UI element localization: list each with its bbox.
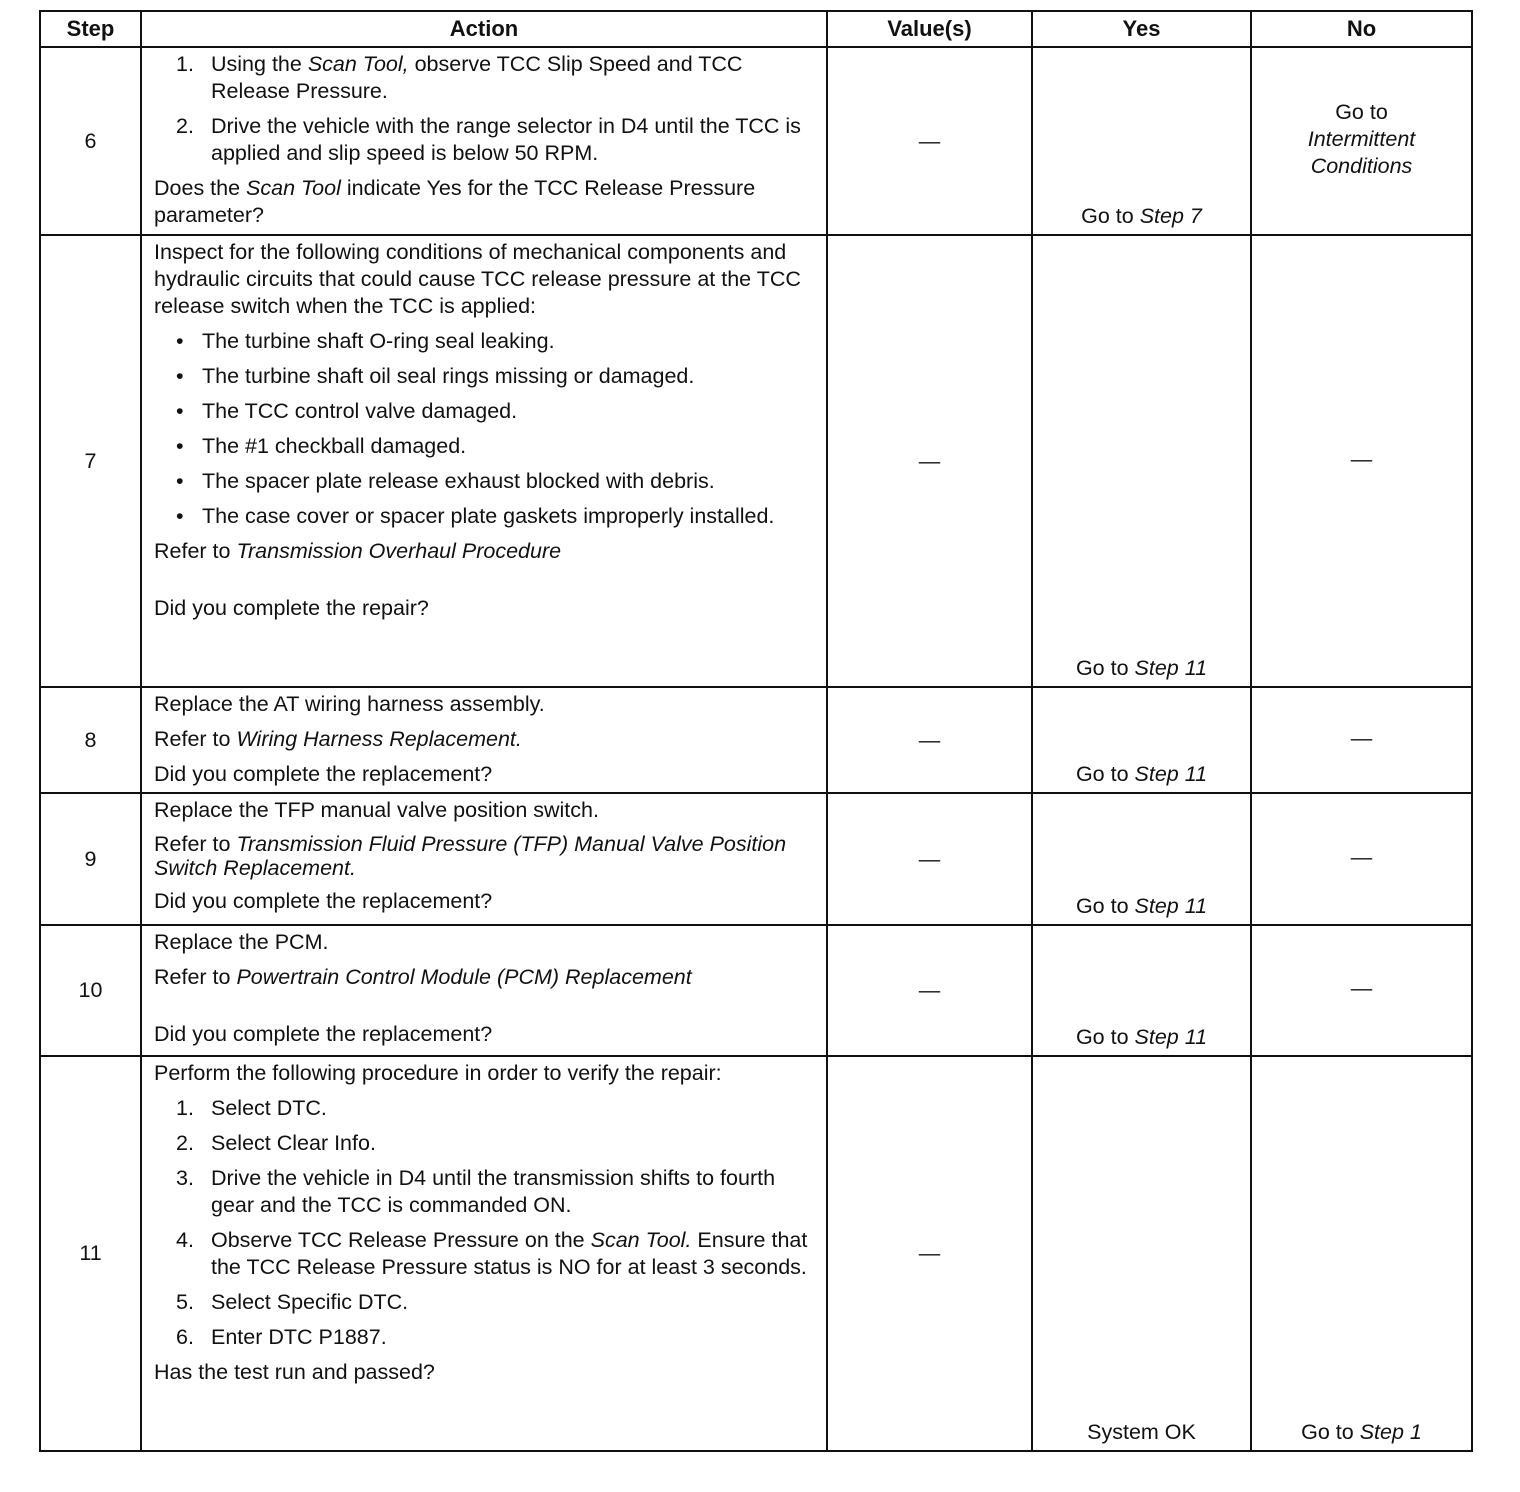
value-cell: — — [827, 687, 1032, 793]
action-cell — [141, 925, 827, 1056]
value-cell: — — [827, 925, 1032, 1056]
bullet-list — [154, 328, 816, 530]
header-row — [40, 11, 1472, 47]
list-item: 2. Select Clear Info. — [176, 1131, 376, 1155]
no-cell: — — [1251, 687, 1472, 793]
no-cell — [1251, 47, 1472, 235]
list-item: 2. Drive the vehicle with the range selector in D4 until the TCC is applied and slip speed is below 50 RPM. — [176, 114, 801, 165]
list-item: 6. Enter DTC P1887. — [176, 1325, 387, 1349]
value-cell: — — [827, 47, 1032, 235]
value-cell: — — [827, 793, 1032, 925]
no-link-text: Intermittent Conditions — [1307, 126, 1416, 178]
reference-text: Refer to Wiring Harness Replacement. — [154, 727, 522, 751]
intro-text: Inspect for the following conditions of mechanical components and hydraulic circuits that could cause TCC release pressure at the TCC release switch when the TCC is applied: — [154, 240, 801, 318]
table-row-step-6 — [40, 47, 1472, 235]
action-cell — [141, 47, 827, 235]
no-cell: Go to Step 1 — [1251, 1056, 1472, 1451]
instruction-text: Replace the AT wiring harness assembly. — [154, 692, 545, 716]
list-item: 1. Select DTC. — [176, 1096, 327, 1120]
step-number: 10 — [40, 925, 141, 1056]
table-row-step-10 — [40, 925, 1472, 1056]
no-cell: — — [1251, 925, 1472, 1056]
step-number: 8 — [40, 687, 141, 793]
list-item: • The TCC control valve damaged. — [176, 399, 518, 423]
intro-text: Perform the following procedure in order to verify the repair: — [154, 1061, 722, 1085]
header-yes: Yes — [1032, 11, 1251, 47]
yes-cell: Go to Step 11 — [1032, 793, 1251, 925]
header-no: No — [1251, 11, 1472, 47]
table-row-step-8 — [40, 687, 1472, 793]
question-text: Has the test run and passed? — [154, 1360, 435, 1384]
yes-cell: Go to Step 11 — [1032, 235, 1251, 687]
no-cell: — — [1251, 235, 1472, 687]
instruction-text: Replace the PCM. — [154, 930, 329, 954]
action-cell — [141, 1056, 827, 1451]
list-item: 4. Observe TCC Release Pressure on the Scan Tool. Ensure that the TCC Release Pressure status is NO for at least 3 seconds. — [176, 1228, 808, 1279]
diagnostic-table — [39, 10, 1473, 1452]
question-text: Did you complete the replacement? — [154, 762, 493, 786]
reference-text: Refer to Transmission Overhaul Procedure — [154, 539, 562, 563]
list-item: • The #1 checkball damaged. — [176, 434, 467, 458]
list-item: • The turbine shaft oil seal rings missing or damaged. — [176, 364, 695, 388]
step-number: 7 — [40, 235, 141, 687]
numbered-list — [154, 51, 816, 167]
question-text: Did you complete the replacement? — [154, 1022, 493, 1046]
step-number: 9 — [40, 793, 141, 925]
list-item: 5. Select Specific DTC. — [176, 1290, 409, 1314]
step-number: 6 — [40, 47, 141, 235]
list-item: • The turbine shaft O-ring seal leaking. — [176, 329, 555, 353]
header-action: Action — [141, 11, 827, 47]
reference-text: Refer to Powertrain Control Module (PCM) Replacement — [154, 965, 692, 989]
no-cell: — — [1251, 793, 1472, 925]
action-cell — [141, 793, 827, 925]
question-text: Does the Scan Tool indicate Yes for the TCC Release Pressure parameter? — [154, 176, 756, 227]
list-item: • The case cover or spacer plate gaskets improperly installed. — [176, 504, 775, 528]
list-item: 1. Using the Scan Tool, observe TCC Slip Speed and TCC Release Pressure. — [176, 52, 743, 103]
yes-cell: Go to Step 11 — [1032, 925, 1251, 1056]
question-text: Did you complete the repair? — [154, 596, 429, 620]
action-cell — [141, 687, 827, 793]
yes-cell: System OK — [1032, 1056, 1251, 1451]
yes-cell: Go to Step 7 — [1032, 47, 1251, 235]
action-cell — [141, 235, 827, 687]
value-cell: — — [827, 1056, 1032, 1451]
list-item: • The spacer plate release exhaust blocked with debris. — [176, 469, 715, 493]
table-row-step-11 — [40, 1056, 1472, 1451]
reference-text: Refer to Transmission Fluid Pressure (TFP) Manual Valve Position Switch Replacement. — [154, 832, 787, 880]
yes-cell: Go to Step 11 — [1032, 687, 1251, 793]
table-row-step-9 — [40, 793, 1472, 925]
value-cell: — — [827, 235, 1032, 687]
header-values: Value(s) — [827, 11, 1032, 47]
no-text: Go to — [1335, 99, 1388, 124]
list-item: 3. Drive the vehicle in D4 until the transmission shifts to fourth gear and the TCC is commanded ON. — [176, 1166, 776, 1217]
numbered-list — [154, 1095, 816, 1351]
header-step: Step — [40, 11, 141, 47]
instruction-text: Replace the TFP manual valve position switch. — [154, 798, 599, 822]
step-number: 11 — [40, 1056, 141, 1451]
table-row-step-7 — [40, 235, 1472, 687]
question-text: Did you complete the replacement? — [154, 889, 493, 913]
